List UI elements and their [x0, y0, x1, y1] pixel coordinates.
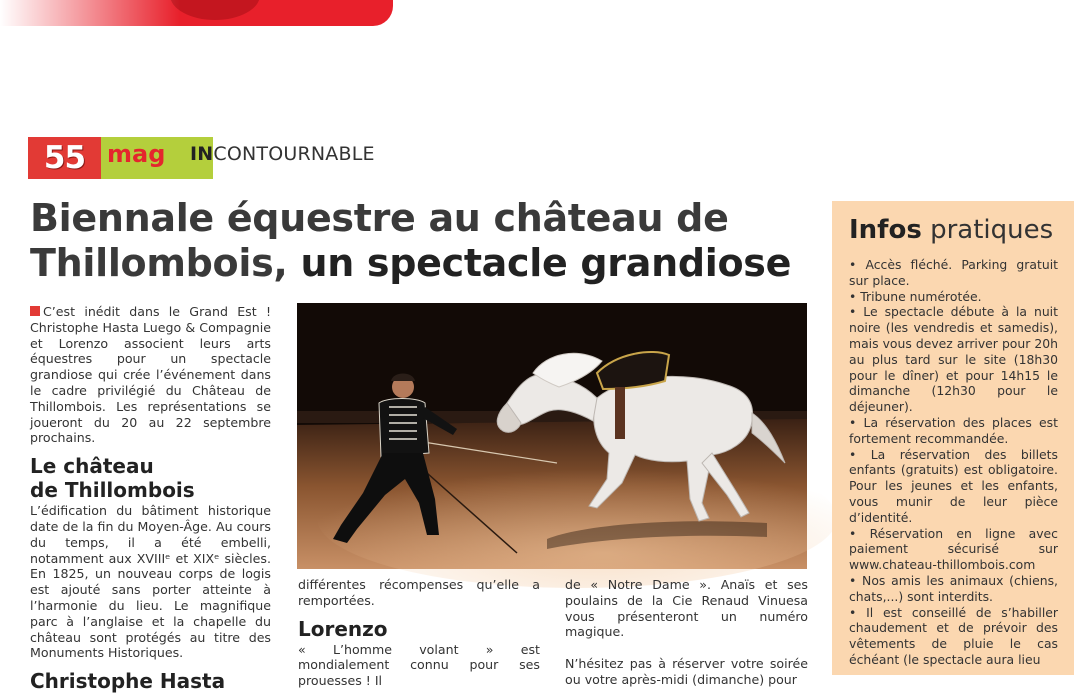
sidebar-title [849, 214, 1058, 246]
intro-paragraph [30, 304, 271, 446]
sidebar-title-strong: Infos [849, 215, 922, 245]
rider-horse-illustration [297, 303, 807, 569]
badge-number: 55 [28, 137, 101, 179]
lead-square-icon [30, 306, 40, 316]
info-item: • Le spectacle débute à la nuit noire (les vendredis et samedis), mais vous devez arriver pour 20h au plus tard sur le site (18h30 pour le dîner) et pour 14h15 le dimanche (12h30 pour le déjeuner). [849, 304, 1058, 415]
column3-paragraph-1: de « Notre Dame ». Anaïs et ses poulains de la Cie Renaud Vinuesa vous présenteront un numéro magique. [565, 577, 808, 640]
info-item: • Nos amis les animaux (chiens, chats,...) sont interdits. [849, 572, 1058, 604]
girth-strap [615, 387, 625, 439]
infos-pratiques-box [832, 201, 1074, 675]
info-item: • Réservation en ligne avec paiement sécurisé sur www.chateau-thillombois.com [849, 525, 1058, 573]
title-strong: un spectacle grandiose [300, 241, 792, 285]
article-column-1 [30, 304, 271, 694]
article-title [30, 196, 820, 286]
info-list [849, 257, 1058, 668]
info-item: • Il est conseillé de s’habiller chaudement et de prévoir des vêtements de pluie le cas échéant (le spectacle aura lieu [849, 604, 1058, 667]
section-label-rest: CONTOURNABLE [213, 143, 375, 165]
banner-fade [0, 0, 180, 26]
article-photo [297, 303, 807, 569]
banner-shape [170, 0, 260, 20]
info-item: • Tribune numérotée. [849, 288, 982, 304]
subhead-christophe: Christophe Hasta [30, 669, 226, 694]
column3-paragraph-2: N’hésitez pas à réserver votre soirée ou votre après-midi (dimanche) pour [565, 656, 808, 687]
sidebar-title-rest: pratiques [921, 215, 1054, 245]
column2-paragraph-1: différentes récompenses qu’elle a remportées. [298, 577, 540, 608]
subhead-chateau-line2: de Thillombois [30, 478, 195, 503]
title-light: Biennale équestre au château de Thillombois, [30, 196, 729, 285]
info-item: • La réservation des places est fortement recommandée. [849, 414, 1058, 446]
article-column-3 [565, 577, 808, 688]
subhead-chateau [30, 454, 271, 502]
info-item: • Accès fléché. Parking gratuit sur place. [849, 257, 1058, 288]
section-label [190, 143, 375, 165]
magazine-badge [28, 137, 213, 179]
info-item: • La réservation des billets enfants (gratuits) est obligatoire. Pour les jeunes et les enfants, vous munir de leur pièce d’identité. [849, 446, 1058, 525]
section-label-prefix: IN [190, 143, 214, 165]
article-column-2 [298, 577, 540, 689]
subhead-chateau-line1: Le château [30, 454, 154, 479]
chateau-paragraph: L’édification du bâtiment historique date de la fin du Moyen-Âge. Au cours du temps, il a été embelli, notamment aux XVIIIᵉ et XIXᵉ siècles. En 1825, un nouveau corps de logis est ajouté sans porter atteinte à l’harmonie du lieu. Le magnifique parc à l’anglaise et la chapelle du château sont protégés au titre des Monuments Historiques. [30, 503, 271, 661]
column2-paragraph-2: « L’homme volant » est mondialement connu pour ses prouesses ! Il [298, 641, 540, 689]
intro-text: C’est inédit dans le Grand Est ! Christophe Hasta Luego & Compagnie et Lorenzo associent leurs arts équestres pour un spectacle grandiose qui crée l’événement dans le cadre privilégié du Château de Thillombois. Les représentations se joueront du 20 au 22 septembre prochains. [30, 304, 271, 446]
badge-mag-text: mag [107, 140, 166, 168]
top-red-banner [0, 0, 393, 26]
subhead-lorenzo: Lorenzo [298, 616, 388, 641]
